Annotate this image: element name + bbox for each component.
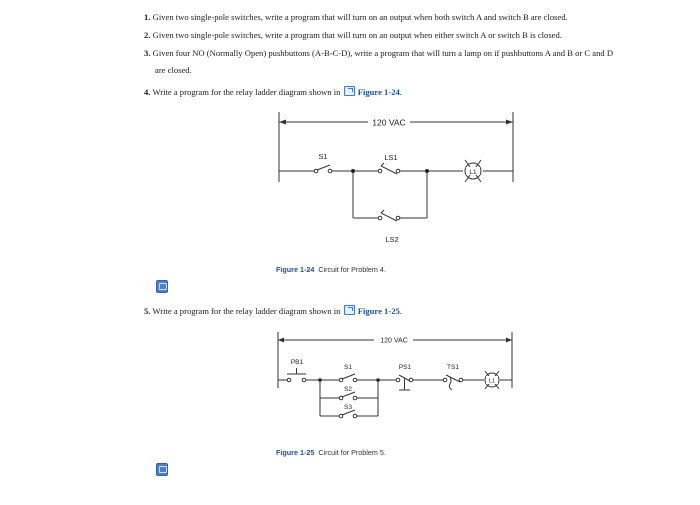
ps1-label: PS1 xyxy=(398,364,412,371)
question-end: . xyxy=(399,87,402,97)
question-2 xyxy=(144,30,562,41)
image-icon[interactable] xyxy=(156,280,168,293)
ts1-label: TS1 xyxy=(447,364,459,371)
question-text: Given four NO (Normally Open) pushbuttons (A-B-C-D), write a program that will turn a lamp on if pushbuttons A and B or C and D xyxy=(152,48,614,58)
figure-1-24-diagram xyxy=(270,110,525,250)
question-end: . xyxy=(399,306,402,316)
question-5 xyxy=(144,305,402,317)
question-1 xyxy=(144,12,568,23)
image-icon[interactable] xyxy=(156,463,168,476)
s3-label: S3 xyxy=(344,404,352,411)
figure-1-25-link[interactable]: Figure 1-25 xyxy=(357,306,400,316)
question-number: 1. xyxy=(144,12,151,22)
figure-1-25-caption xyxy=(276,448,386,457)
caption-text: Circuit for Problem 4. xyxy=(318,265,386,274)
lamp-label: L1 xyxy=(488,378,496,385)
question-number: 4. xyxy=(144,87,151,97)
voltage-label: 120 VAC xyxy=(380,337,408,345)
question-number: 3. xyxy=(144,48,151,58)
external-link-icon[interactable] xyxy=(344,86,355,96)
external-link-icon[interactable] xyxy=(344,305,355,315)
question-text: Write a program for the relay ladder diagram shown in xyxy=(152,306,341,316)
s1-label: S1 xyxy=(344,364,352,371)
s1-label: S1 xyxy=(318,152,328,161)
question-number: 5. xyxy=(144,306,151,316)
question-text: Write a program for the relay ladder diagram shown in xyxy=(152,87,341,97)
question-4 xyxy=(144,86,402,98)
question-text: Given two single-pole switches, write a program that will turn on an output when both switch A and switch B are closed. xyxy=(152,12,568,22)
question-3-continued xyxy=(155,65,192,76)
figure-1-24-caption xyxy=(276,265,386,274)
question-text: Given two single-pole switches, write a program that will turn on an output when either switch A or switch B is closed. xyxy=(152,30,562,40)
ls2-label: LS2 xyxy=(385,235,399,244)
caption-label: Figure 1-25 xyxy=(276,448,315,457)
caption-label: Figure 1-24 xyxy=(276,265,315,274)
caption-text: Circuit for Problem 5. xyxy=(318,448,386,457)
question-text-continued: are closed. xyxy=(155,65,192,75)
figure-1-24-link[interactable]: Figure 1-24 xyxy=(357,87,400,97)
question-number: 2. xyxy=(144,30,151,40)
s2-label: S2 xyxy=(344,386,352,393)
question-3 xyxy=(144,48,613,59)
figure-1-25-diagram xyxy=(270,330,525,435)
voltage-label: 120 VAC xyxy=(372,117,406,128)
ls1-label: LS1 xyxy=(384,153,398,162)
pb1-label: PB1 xyxy=(290,359,304,366)
lamp-label: L1 xyxy=(469,169,477,176)
